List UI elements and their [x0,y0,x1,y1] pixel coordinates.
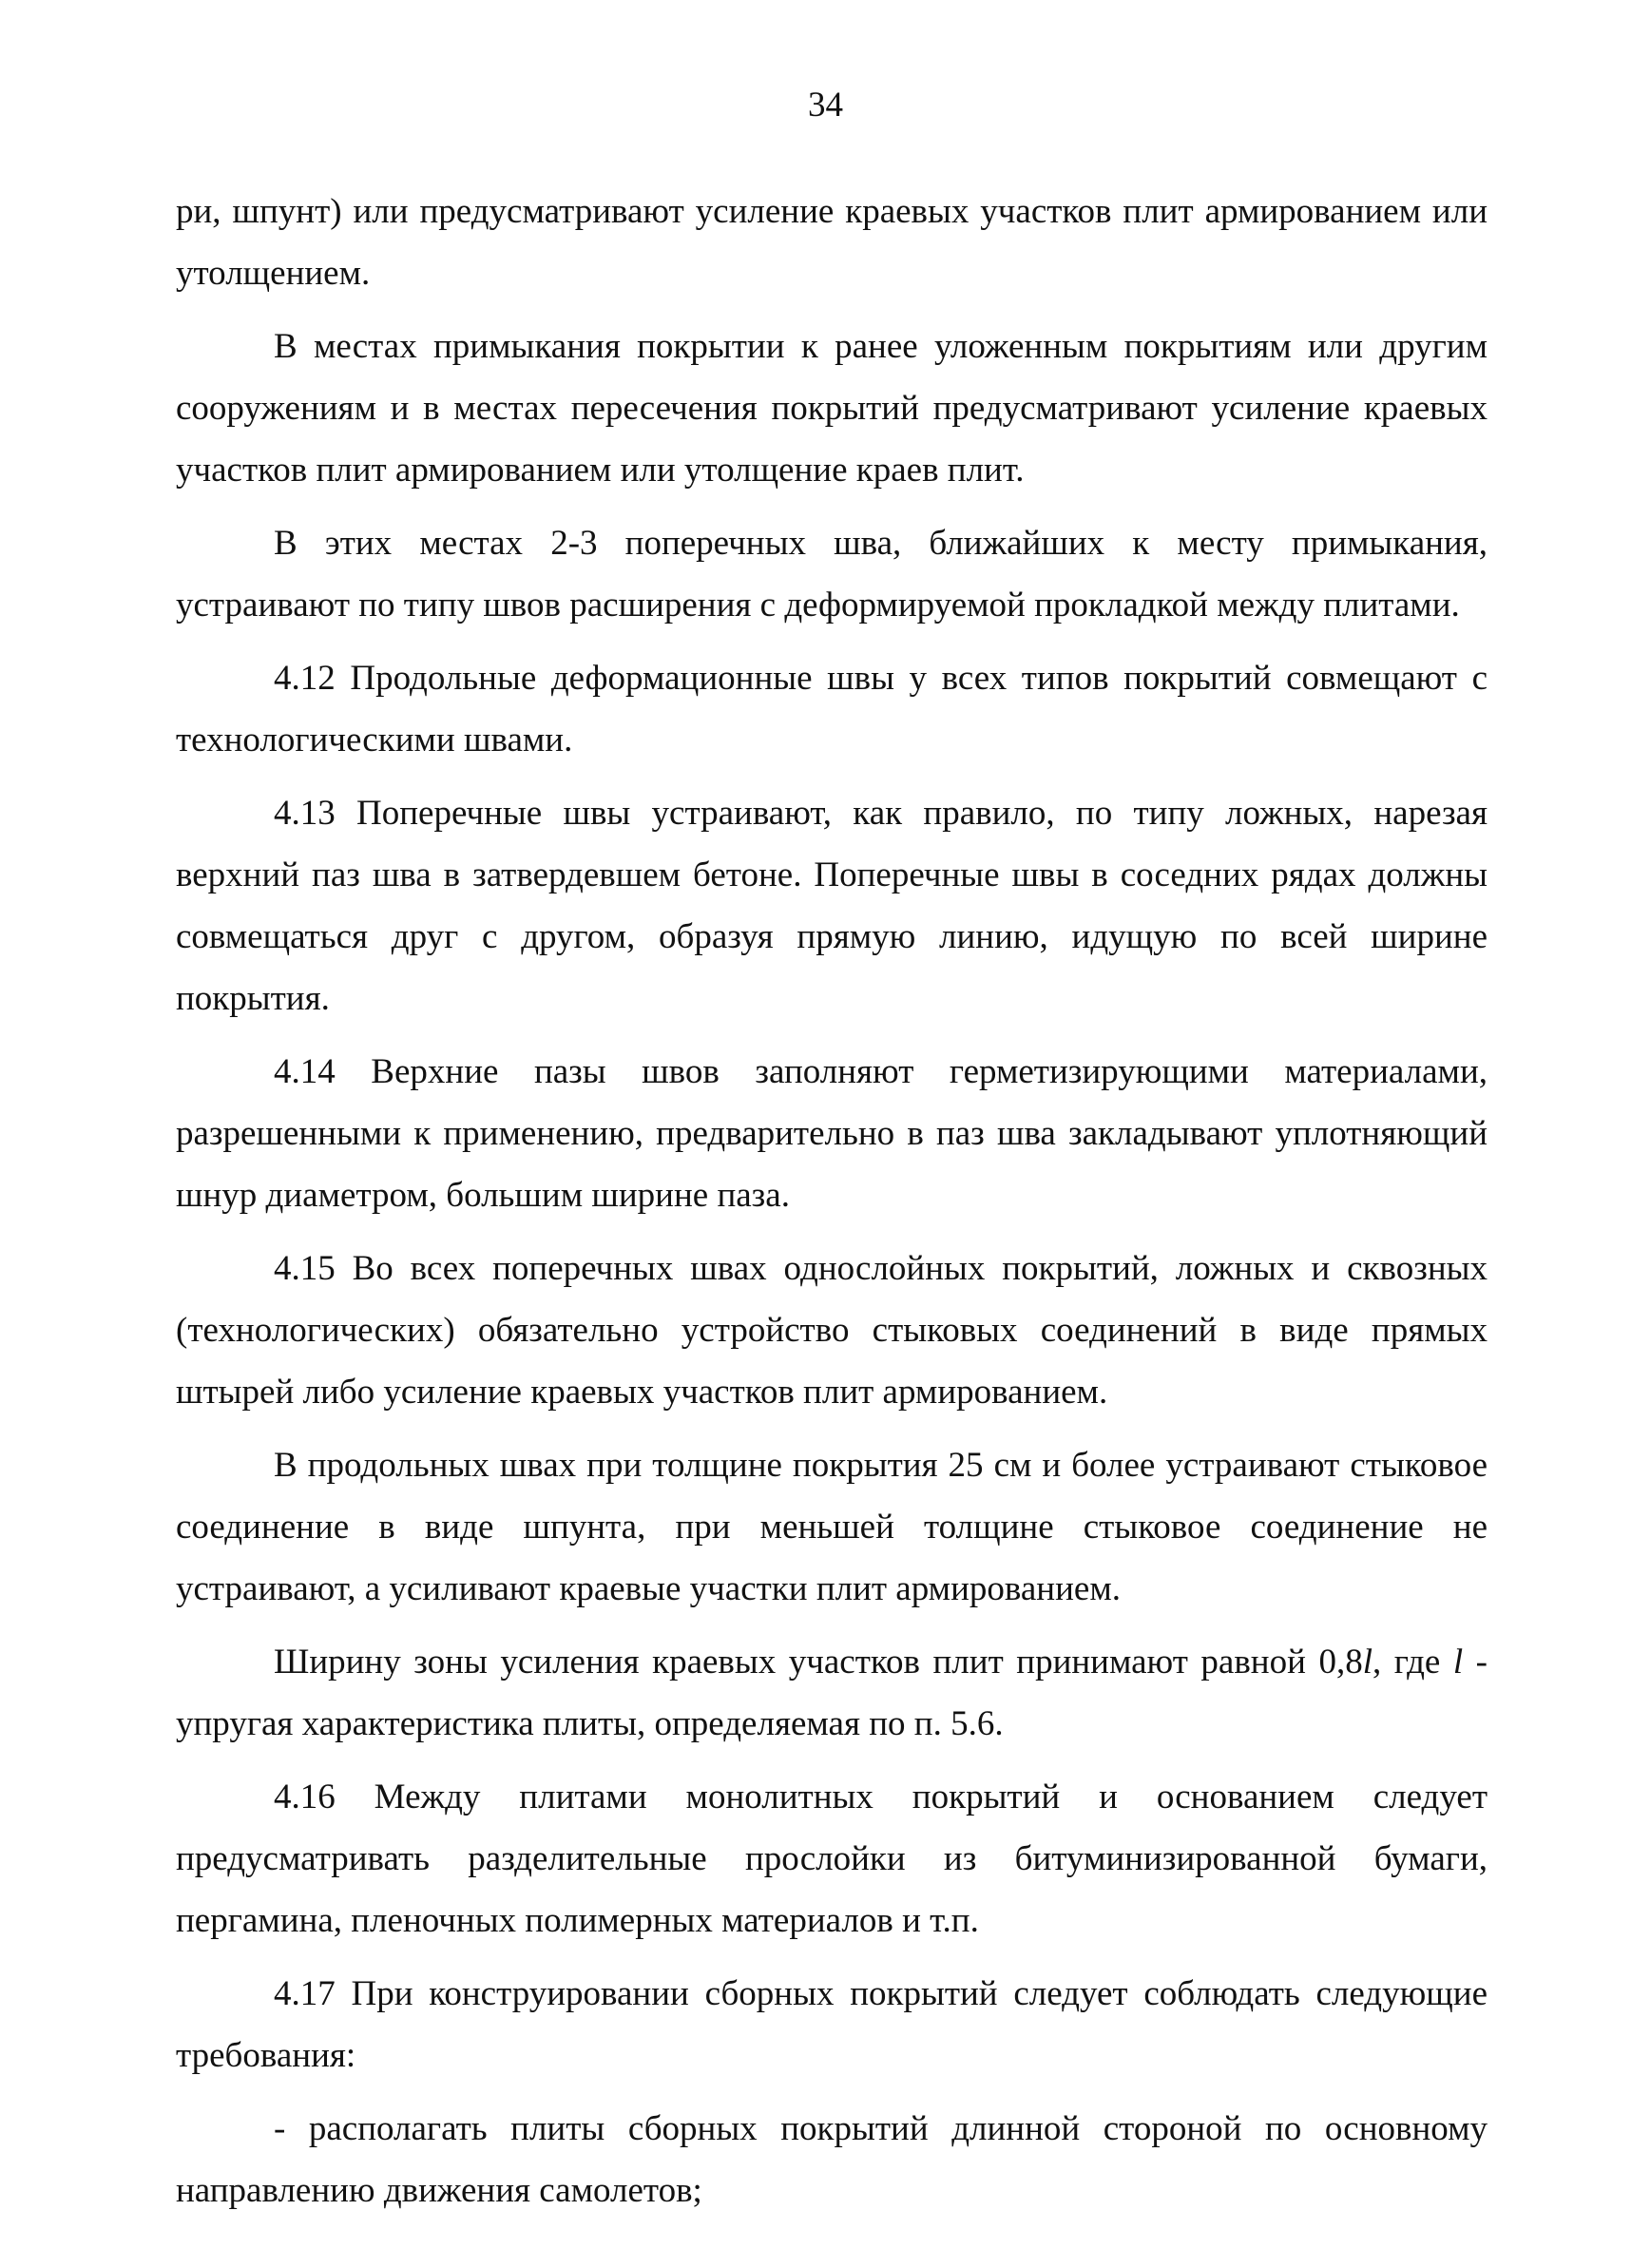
paragraph-4-17: 4.17 При конструировании сборных покрытий следует соблюдать следующие требования: [176,1974,1488,2075]
paragraph-4-14: 4.14 Верхние пазы швов заполняют герметизирующими материалами, разрешенными к применению, предварительно в паз шва закладывают уплотняющий шнур диаметром, большим ширине паза. [176,1052,1488,1215]
zone-width-text-before: Ширину зоны усиления краевых участков плит принимают равной [274,1643,1319,1682]
paragraph-transverse-joints-places: В этих местах 2-3 поперечных шва, ближайших к месту примыкания, устраивают по типу швов расширения с деформируемой прокладкой между плитами. [176,524,1488,625]
paragraph-adjoining-coverings: В местах примыкания покрытии к ранее уложенным покрытиям или другим сооружениям и в местах пересечения покрытий предусматривают усиление краевых участков плит армированием или утолщение краев плит. [176,327,1488,490]
paragraph-continuation: ри, шпунт) или предусматривают усиление краевых участков плит армированием или утолщением. [176,192,1488,293]
paragraph-4-13: 4.13 Поперечные швы устраивают, как правило, по типу ложных, нарезая верхний паз шва в затвердевшем бетоне. Поперечные швы в соседних рядах должны совмещаться друг с другом, образуя прямую линию, идущую по всей ширине покрытия. [176,794,1488,1018]
paragraph-requirement-item: - располагать плиты сборных покрытий длинной стороной по основному направлению движения самолетов; [176,2109,1488,2210]
variable-l-second: l [1452,1643,1464,1682]
paragraph-4-16: 4.16 Между плитами монолитных покрытий и основанием следует предусматривать разделительные прослойки из битуминизированной бумаги, пергамина, пленочных полимерных материалов и т.п. [176,1778,1488,1940]
variable-l-first: l [1362,1643,1373,1682]
zone-width-text-after: - упругая характеристика плиты, определяемая по п. 5.6. [176,1643,1488,1743]
page-number: 34 [808,86,843,125]
paragraph-longitudinal-joints: В продольных швах при толщине покрытия 25 см и более устраивают стыковое соединение в виде шпунта, при меньшей толщине стыковое соединение не устраивают, а усиливают краевые участки плит армированием. [176,1446,1488,1608]
paragraph-zone-width [176,1631,1488,1755]
zone-width-value: 0,8 [1318,1643,1363,1682]
document-body [176,181,1488,2221]
paragraph-4-15: 4.15 Во всех поперечных швах однослойных покрытий, ложных и сквозных (технологических) обязательно устройство стыковых соединений в виде прямых штырей либо усиление краевых участков плит армированием. [176,1249,1488,1412]
zone-width-text-middle: , где [1372,1643,1453,1682]
paragraph-4-12: 4.12 Продольные деформационные швы у всех типов покрытий совмещают с технологическими швами. [176,659,1488,759]
